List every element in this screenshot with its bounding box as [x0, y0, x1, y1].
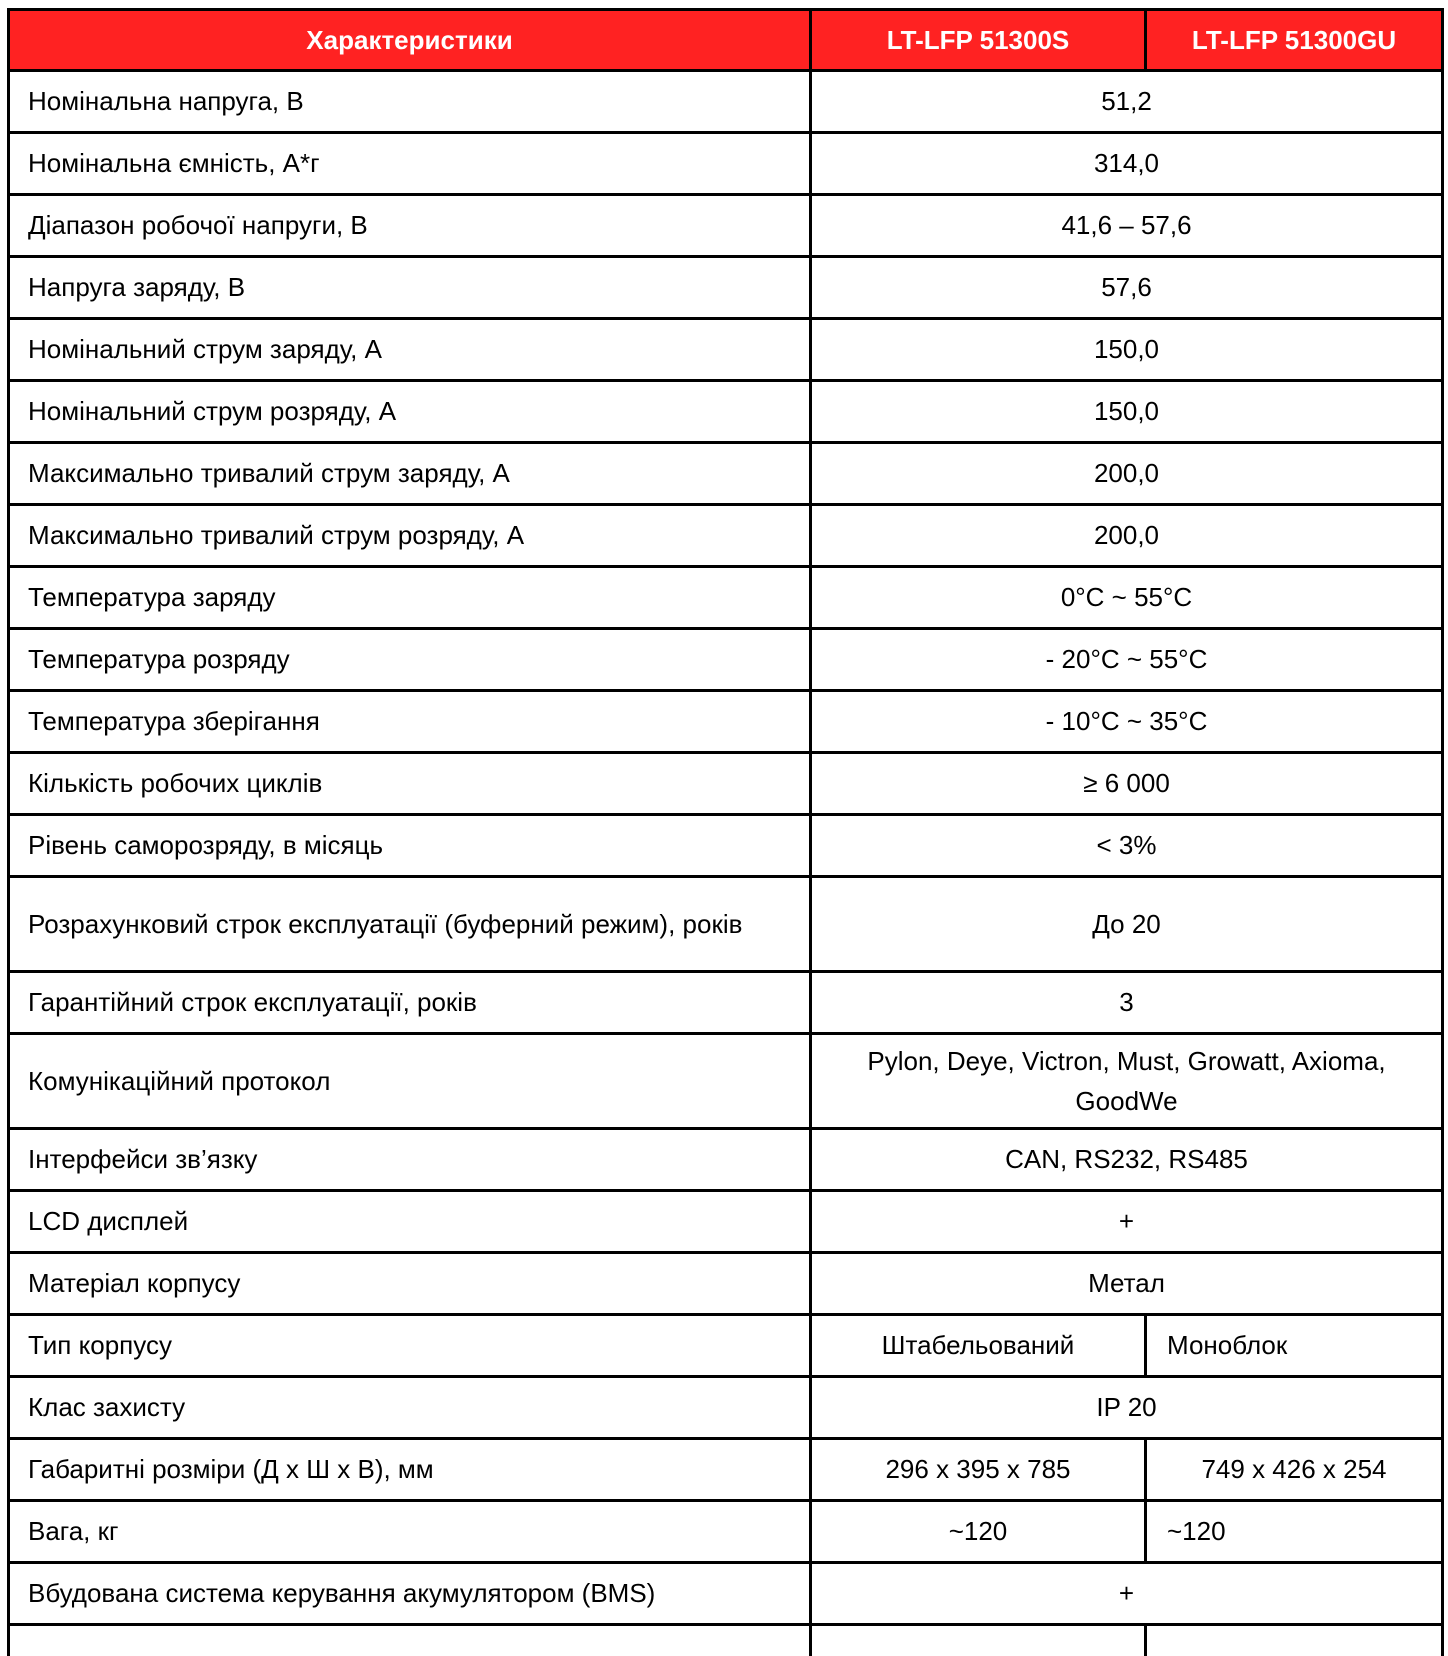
row-value-gu: 749 x 426 x 254 — [1146, 1439, 1443, 1501]
table-row — [9, 1253, 1443, 1315]
table-row — [9, 1129, 1443, 1191]
table-row — [9, 691, 1443, 753]
row-value-gu: Моноблок — [1146, 1315, 1443, 1377]
row-label: Напруга заряду, В — [9, 257, 811, 319]
table-row — [9, 877, 1443, 972]
row-label: Габаритні розміри (Д х Ш х В), мм — [9, 1439, 811, 1501]
row-label: Номінальна напруга, В — [9, 71, 811, 133]
row-value: - 10°C ~ 35°C — [811, 691, 1443, 753]
row-label: Матеріал корпусу — [9, 1253, 811, 1315]
row-value: Метал — [811, 1253, 1443, 1315]
table-row — [9, 443, 1443, 505]
table-row — [9, 381, 1443, 443]
row-label: Гарантійний строк експлуатації, років — [9, 972, 811, 1034]
row-label: Номінальна ємність, А*г — [9, 133, 811, 195]
row-value: < 3% — [811, 815, 1443, 877]
row-value-s: ~120 — [811, 1501, 1146, 1563]
row-value: CAN, RS232, RS485 — [811, 1129, 1443, 1191]
row-value: ≥ 6 000 — [811, 753, 1443, 815]
table-row — [9, 1501, 1443, 1563]
table-row — [9, 257, 1443, 319]
row-label: Номінальний струм заряду, А — [9, 319, 811, 381]
header-row — [9, 10, 1443, 71]
row-value-empty — [1146, 1625, 1443, 1656]
table-row — [9, 133, 1443, 195]
row-value: Pylon, Deye, Victron, Must, Growatt, Axioma, GoodWe — [811, 1034, 1443, 1129]
row-label: Максимально тривалий струм розряду, А — [9, 505, 811, 567]
row-value: + — [811, 1191, 1443, 1253]
table-row — [9, 567, 1443, 629]
specifications-table — [7, 8, 1444, 1656]
row-label: LCD дисплей — [9, 1191, 811, 1253]
row-label: Комунікаційний протокол — [9, 1034, 811, 1129]
row-label: Кількість робочих циклів — [9, 753, 811, 815]
row-label: Температура розряду — [9, 629, 811, 691]
row-label: Рівень саморозряду, в місяць — [9, 815, 811, 877]
table-row — [9, 1563, 1443, 1625]
header-characteristics: Характеристики — [9, 10, 811, 71]
row-value-gu: ~120 — [1146, 1501, 1443, 1563]
table-row — [9, 505, 1443, 567]
table-row — [9, 195, 1443, 257]
table-row — [9, 815, 1443, 877]
row-value: + — [811, 1563, 1443, 1625]
row-label: Температура зберігання — [9, 691, 811, 753]
row-label: Вага, кг — [9, 1501, 811, 1563]
row-value: 150,0 — [811, 381, 1443, 443]
header-model-s: LT-LFP 51300S — [811, 10, 1146, 71]
row-label: Діапазон робочої напруги, В — [9, 195, 811, 257]
row-label: Вбудована система керування акумулятором (BMS) — [9, 1563, 811, 1625]
row-value-s: Штабельований — [811, 1315, 1146, 1377]
table-row — [9, 1034, 1443, 1129]
table-row — [9, 1439, 1443, 1501]
row-label: Максимально тривалий струм заряду, А — [9, 443, 811, 505]
row-value: 200,0 — [811, 505, 1443, 567]
row-value: - 20°C ~ 55°C — [811, 629, 1443, 691]
table-row — [9, 1191, 1443, 1253]
table-row — [9, 629, 1443, 691]
row-label: Розрахунковий строк експлуатації (буферний режим), років — [9, 877, 811, 972]
table-row-partial — [9, 1625, 1443, 1656]
table-row — [9, 972, 1443, 1034]
row-value: IP 20 — [811, 1377, 1443, 1439]
row-label: Інтерфейси зв’язку — [9, 1129, 811, 1191]
table-row — [9, 319, 1443, 381]
row-label-empty — [9, 1625, 811, 1656]
table-row — [9, 71, 1443, 133]
table-row — [9, 1377, 1443, 1439]
table-row — [9, 753, 1443, 815]
row-label: Клас захисту — [9, 1377, 811, 1439]
row-value: 0°C ~ 55°C — [811, 567, 1443, 629]
row-label: Номінальний струм розряду, А — [9, 381, 811, 443]
table-row — [9, 1315, 1443, 1377]
row-value: 51,2 — [811, 71, 1443, 133]
row-value: 150,0 — [811, 319, 1443, 381]
row-value: 314,0 — [811, 133, 1443, 195]
row-value: 57,6 — [811, 257, 1443, 319]
row-value-s: 296 x 395 x 785 — [811, 1439, 1146, 1501]
row-value: 200,0 — [811, 443, 1443, 505]
row-value: 41,6 – 57,6 — [811, 195, 1443, 257]
row-label: Температура заряду — [9, 567, 811, 629]
header-model-gu: LT-LFP 51300GU — [1146, 10, 1443, 71]
row-label: Тип корпусу — [9, 1315, 811, 1377]
row-value-empty — [811, 1625, 1146, 1656]
row-value: 3 — [811, 972, 1443, 1034]
row-value: До 20 — [811, 877, 1443, 972]
